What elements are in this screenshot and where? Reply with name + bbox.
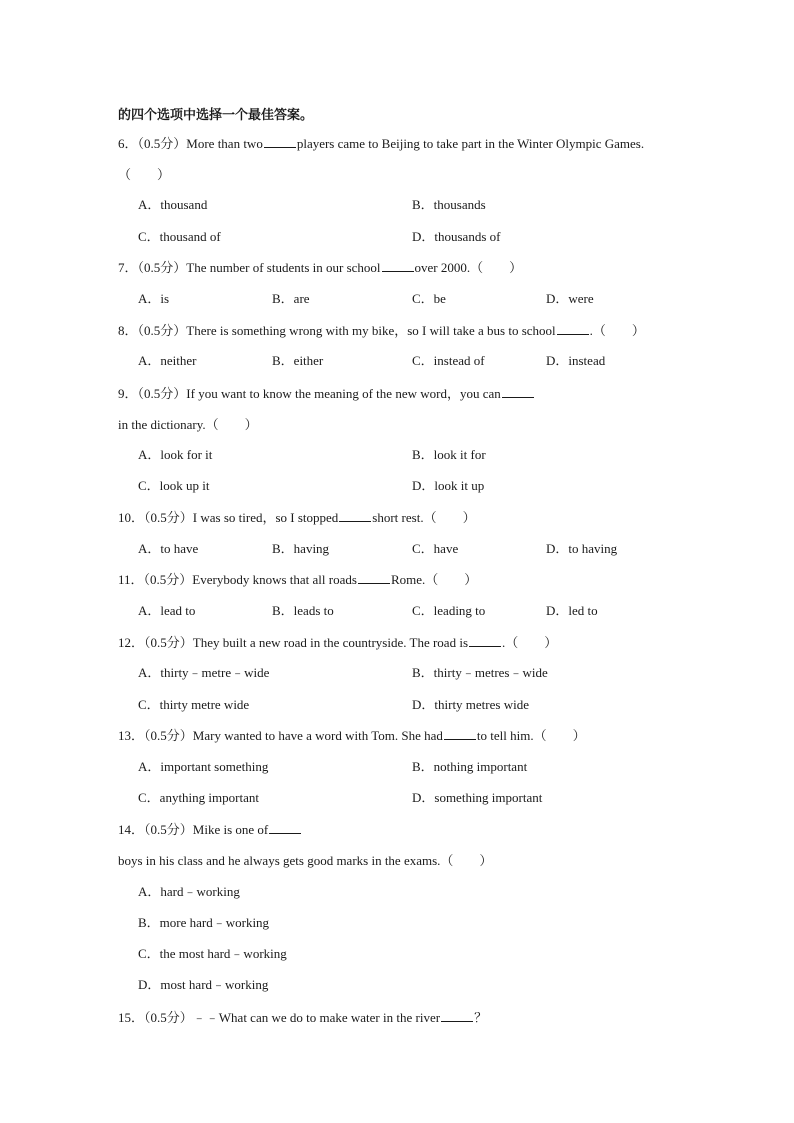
question-score: （0.5分） [144, 728, 193, 743]
option-d[interactable]: D．something important [412, 790, 543, 805]
answer-blank [269, 821, 301, 834]
stem-text-after: short rest.（ ） [372, 510, 476, 525]
question-score: （0.5分） [137, 386, 187, 401]
question-number: 7． [118, 260, 138, 275]
option-b[interactable]: B．having [272, 541, 330, 556]
option-d[interactable]: D．look it up [412, 478, 485, 493]
option-d[interactable]: D．were [546, 291, 594, 306]
stem-text-before: The number of students in our school [186, 260, 381, 275]
option-b[interactable]: B．are [272, 291, 310, 306]
option-b[interactable]: B．thousands [412, 197, 486, 212]
stem-text-before: There is something wrong with my bike，so I will take a bus to school [186, 323, 556, 338]
question-score: （0.5分） [144, 635, 193, 650]
stem-text-after: boys in his class and he always gets good marks in the exams.（ ） [118, 853, 493, 868]
option-b[interactable]: B．leads to [272, 603, 334, 618]
option-c[interactable]: C．have [412, 541, 459, 556]
option-c[interactable]: C．look up it [138, 478, 210, 493]
stem-text-after: players came to Beijing to take part in the Winter Olympic Games.（ ） [118, 136, 645, 182]
question-score: （0.5分） [137, 260, 187, 275]
option-d[interactable]: D．thirty metres wide [412, 697, 529, 712]
option-a[interactable]: A．hard﹣working [138, 884, 240, 899]
question-number: 12． [118, 635, 145, 650]
question-number: 10． [118, 510, 145, 525]
stem-text-after: .（ ） [589, 323, 645, 338]
option-c[interactable]: C．thirty metre wide [138, 697, 250, 712]
option-a[interactable]: A．important something [138, 759, 269, 774]
option-b[interactable]: B．either [272, 353, 324, 368]
question-number: 15． [118, 1010, 145, 1025]
option-a[interactable]: A．look for it [138, 447, 213, 462]
question-score: （0.5分） [144, 822, 193, 837]
option-a[interactable]: A．neither [138, 353, 197, 368]
question-stem [118, 315, 674, 346]
question-stem [118, 502, 674, 533]
option-b[interactable]: B．nothing important [412, 759, 528, 774]
question-number: 13． [118, 728, 145, 743]
question-number: 9． [118, 386, 138, 401]
option-b[interactable]: B．more hard﹣working [138, 915, 270, 930]
answer-blank [441, 1009, 473, 1022]
stem-text-after: Rome.（ ） [390, 572, 478, 587]
stem-text-before: Everybody knows that all roads [192, 572, 357, 587]
option-c[interactable]: C．the most hard﹣working [138, 946, 287, 961]
stem-text-before: Mike is one of [192, 822, 269, 837]
stem-text-after: to tell him.（ ） [476, 728, 586, 743]
section-instruction: 的四个选项中选择一个最佳答案。 [118, 108, 314, 123]
question-number: 11． [118, 572, 144, 587]
option-a[interactable]: A．lead to [138, 603, 196, 618]
question-score: （0.5分） [144, 510, 193, 525]
option-d[interactable]: D．thousands of [412, 229, 501, 244]
stem-text-before: ﹣﹣What can we do to make water in the river [192, 1010, 441, 1025]
stem-text-before: If you want to know the meaning of the new word，you can [186, 386, 501, 401]
stem-text-before: More than two [186, 136, 263, 151]
stem-text-before: Mary wanted to have a word with Tom. She had [192, 728, 443, 743]
question-stem [118, 1002, 674, 1033]
stem-text-after: in the dictionary.（ ） [118, 417, 258, 432]
question-stem [118, 814, 674, 876]
option-a[interactable]: A．to have [138, 541, 199, 556]
option-a[interactable]: A．thirty﹣metre﹣wide [138, 665, 270, 680]
answer-blank [557, 322, 589, 335]
option-c[interactable]: C．be [412, 291, 446, 306]
option-a[interactable]: A．thousand [138, 197, 208, 212]
question-number: 6． [118, 136, 138, 151]
stem-text-before: They built a new road in the countryside. The road is [192, 635, 468, 650]
question-stem [118, 564, 674, 595]
question-score: （0.5分） [137, 323, 187, 338]
question-score: （0.5分） [143, 572, 193, 587]
option-d[interactable]: D．instead [546, 353, 606, 368]
question-score: （0.5分） [137, 136, 187, 151]
option-b[interactable]: B．thirty﹣metres﹣wide [412, 665, 548, 680]
question-stem [118, 720, 674, 751]
question-stem [118, 627, 674, 658]
option-c[interactable]: C．instead of [412, 353, 485, 368]
question-stem [118, 128, 674, 190]
answer-blank [264, 135, 296, 148]
question-stem [118, 378, 674, 440]
answer-blank [382, 259, 414, 272]
option-c[interactable]: C．leading to [412, 603, 486, 618]
option-d[interactable]: D．led to [546, 603, 598, 618]
answer-blank [339, 509, 371, 522]
answer-blank [469, 634, 501, 647]
answer-blank [502, 385, 534, 398]
option-c[interactable]: C．thousand of [138, 229, 221, 244]
stem-text-after: over 2000.（ ） [414, 260, 523, 275]
answer-blank [358, 571, 390, 584]
option-c[interactable]: C．anything important [138, 790, 259, 805]
option-d[interactable]: D．most hard﹣working [138, 977, 269, 992]
option-b[interactable]: B．look it for [412, 447, 486, 462]
stem-text-before: I was so tired，so I stopped [192, 510, 339, 525]
question-stem [118, 252, 674, 283]
answer-blank [444, 727, 476, 740]
stem-text-after: .（ ） [502, 635, 558, 650]
question-number: 8． [118, 323, 138, 338]
question-number: 14． [118, 822, 145, 837]
question-score: （0.5分） [144, 1010, 193, 1025]
option-d[interactable]: D．to having [546, 541, 618, 556]
stem-text-after: ？ [474, 1010, 488, 1025]
option-a[interactable]: A．is [138, 291, 170, 306]
